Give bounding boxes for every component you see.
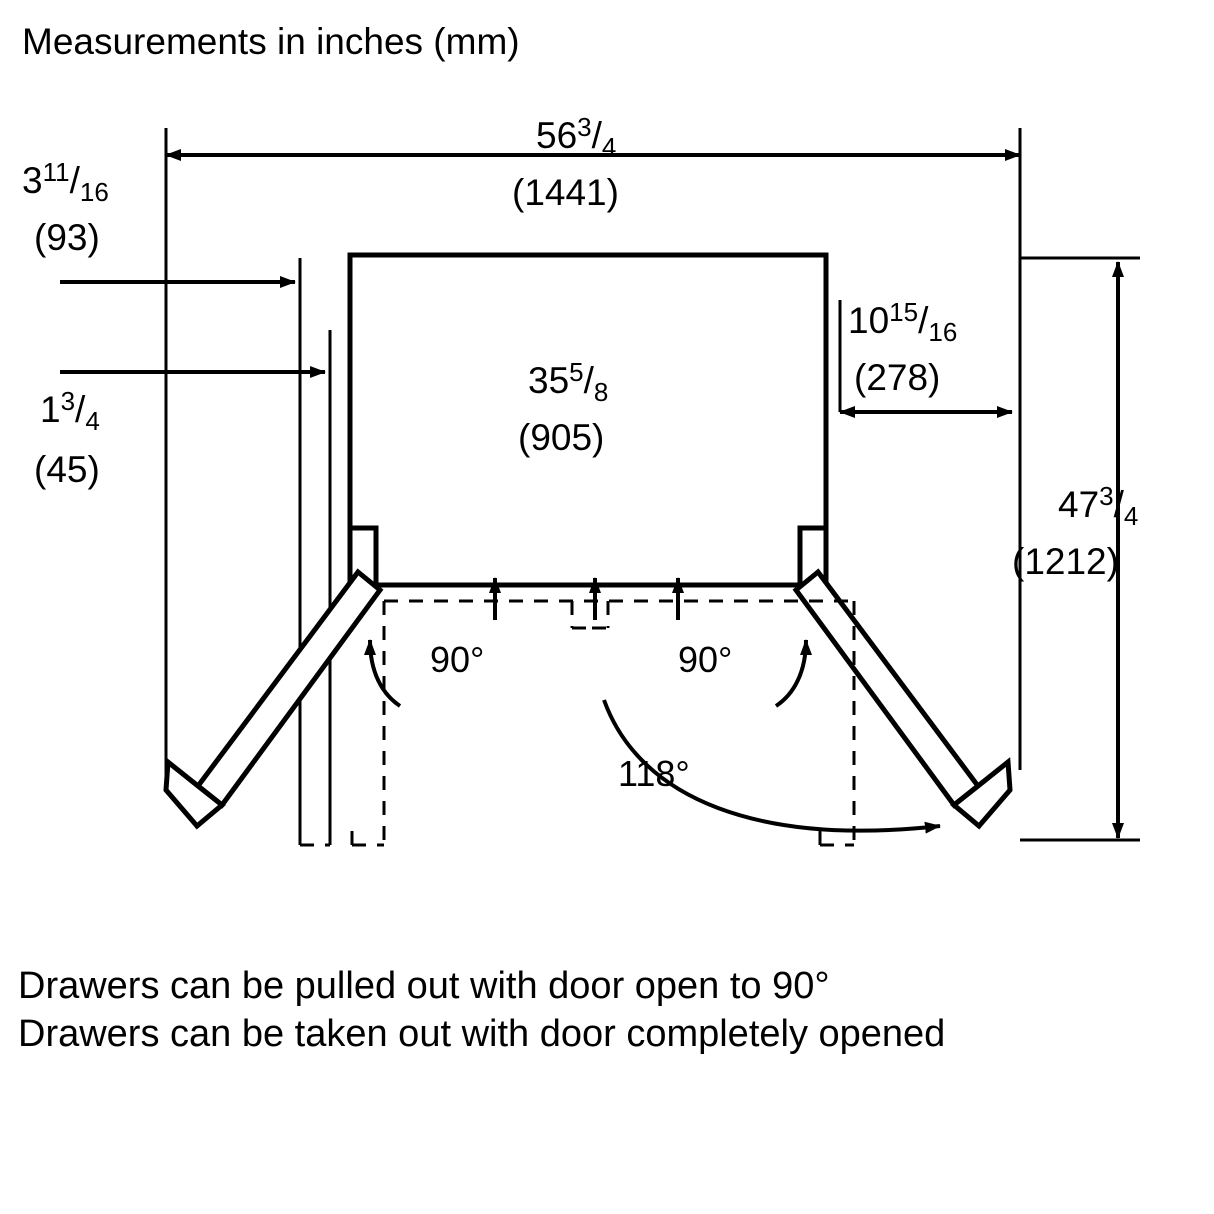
door-right-open — [796, 572, 1010, 826]
door-left-open — [166, 572, 380, 826]
note-1: Drawers can be pulled out with door open to 90° — [18, 965, 830, 1007]
label-door-swing: $10^{15}/_{16}$ — [848, 297, 958, 347]
note-2: Drawers can be taken out with door completely opened — [18, 1013, 946, 1055]
label-left-inset-mm: (45) — [34, 449, 100, 490]
label-left-inset: $1^3/_4$ — [40, 386, 100, 436]
label-depth-mm: (1212) — [1012, 541, 1119, 582]
label-cabinet-width-mm: (905) — [518, 417, 605, 458]
label-left-offset-mm: (93) — [34, 217, 100, 258]
label-depth: $47^3/_4$ — [1058, 481, 1139, 531]
label-overall-width-mm: (1441) — [512, 172, 619, 213]
label-cabinet-width: $35^5/_8$ — [528, 357, 609, 407]
label-angle-right-90: 90° — [678, 639, 733, 680]
label-overall-width: $56^3/_4$ — [536, 112, 617, 162]
label-angle-left-90: 90° — [430, 639, 485, 680]
label-angle-118: 118° — [618, 753, 690, 794]
label-left-offset: $3^{11}/_{16}$ — [22, 157, 109, 207]
label-door-swing-mm: (278) — [854, 357, 941, 398]
dimension-labels — [22, 112, 1138, 794]
notes-block — [18, 962, 1198, 1058]
drawer-projection — [300, 601, 854, 845]
page-title: Measurements in inches (mm) — [22, 21, 520, 62]
